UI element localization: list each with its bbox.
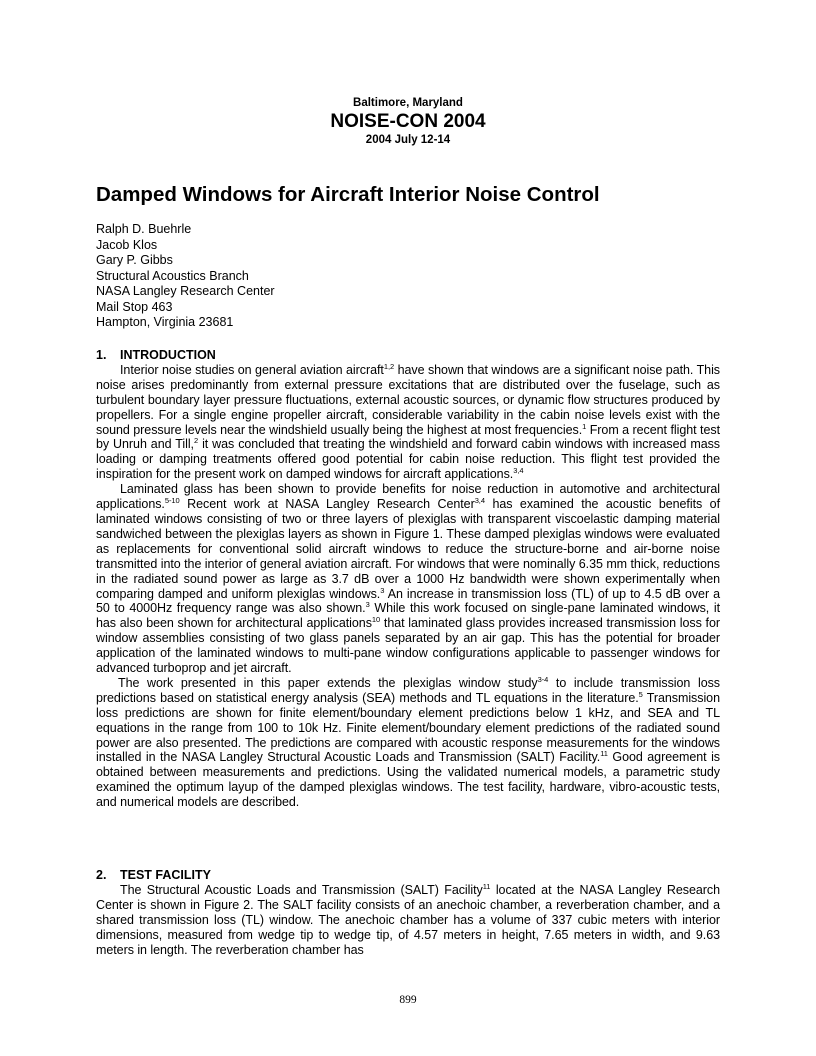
- paragraph-text: it was concluded that treating the windshield and forward cabin windows with increased mass loading or damping treatments offered good potential for cabin noise reduction. This flight test provided the inspiration for the present work on damped windows for aircraft applications.: [96, 437, 720, 482]
- paragraph-text: From a recent flight test by Unruh and Till,: [96, 422, 720, 452]
- paragraph-text: Good agreement is obtained between measurements and predictions. Using the validated numerical models, a parametric study examined the optimum layup of the damped plexiglas windows. The test facility, hardware, vibro-acoustic tests, and numerical models are described.: [96, 750, 720, 810]
- paragraph-text: Laminated glass has been shown to provide benefits for noise reduction in automotive and architectural applications.: [96, 482, 720, 512]
- paper-page: [96, 0, 720, 1056]
- conference-date: 2004 July 12-14: [365, 134, 451, 146]
- conference-location: Baltimore, Maryland: [353, 97, 463, 109]
- paragraph: [96, 883, 720, 958]
- paper-title: Damped Windows for Aircraft Interior Noise Control: [96, 183, 600, 206]
- page-number: 899: [399, 994, 417, 1006]
- section-number: 2.: [96, 868, 107, 882]
- section-heading: [96, 348, 720, 363]
- citation-superscript: 3: [380, 585, 385, 595]
- citation-superscript: 1: [582, 421, 587, 431]
- paragraph: [96, 482, 720, 676]
- section-title: TEST FACILITY: [120, 868, 211, 882]
- paragraph-text: The Structural Acoustic Loads and Transmission (SALT) Facility: [120, 882, 483, 897]
- paragraph-text: Interior noise studies on general aviation aircraft: [120, 362, 384, 377]
- affiliation-line: NASA Langley Research Center: [96, 284, 275, 298]
- section-heading: [96, 868, 720, 883]
- paragraph-text: to include transmission loss predictions based on statistical energy analysis (SEA) methods and TL equations in the literature.: [96, 675, 720, 705]
- citation-superscript: 10: [371, 615, 381, 625]
- paragraph-text: has examined the acoustic benefits of laminated windows consisting of two or three layers of plexiglas with transparent viscoelastic damping material sandwiched between the plexiglas layers as shown in Figure 1. These damped plexiglas windows were evaluated as replacements for conventional solid aircraft windows to reduce the structure-borne and air-borne noise transmitted into the interior of general aviation aircraft. For windows that were nominally 6.35 mm thick, reductions in the radiated sound power as large as 3.7 dB over a 1000 Hz bandwidth were shown experimentally when comparing damped and uniform plexiglas windows.: [96, 497, 720, 601]
- author-line: Gary P. Gibbs: [96, 253, 173, 267]
- paragraph-text: The work presented in this paper extends the plexiglas window study: [118, 675, 538, 690]
- author-line: Jacob Klos: [96, 237, 158, 252]
- paragraph: [96, 676, 720, 810]
- paragraph: [96, 363, 720, 482]
- paragraph-text: An increase in transmission loss (TL) of up to 4.5 dB over a 50 to 4000Hz frequency range was also shown.: [96, 586, 720, 616]
- author-line: Ralph D. Buehrle: [96, 222, 192, 236]
- citation-superscript: 5-10: [164, 496, 180, 506]
- paragraph-text: located at the NASA Langley Research Center is shown in Figure 2. The SALT facility consists of an anechoic chamber, a reverberation chamber, and a shared transmission loss (TL) window. The anechoic chamber has a volume of 337 cubic meters with interior dimensions, measured from wedge tip to wedge tip, of 4.57 meters in height, 7.65 meters in width, and 9.63 meters in length. The reverberation chamber has: [96, 882, 721, 957]
- paragraph-text: Recent work at NASA Langley Research Center: [179, 497, 475, 512]
- section-title: INTRODUCTION: [120, 348, 216, 362]
- citation-superscript: 5: [638, 689, 643, 699]
- citation-superscript: 3: [365, 600, 370, 610]
- section-number: 1.: [96, 348, 107, 362]
- section-test-facility: [96, 868, 720, 957]
- citation-superscript: 11: [600, 749, 608, 759]
- address-line: Mail Stop 463: [96, 299, 173, 314]
- citation-superscript: 3,4: [474, 496, 485, 506]
- section-introduction: [96, 348, 720, 810]
- paragraph-text: Transmission loss predictions are shown for finite element/boundary element predictions below 1 kHz, and SEA and TL equations in the range from 100 to 10k Hz. Finite element/boundary element predictions of the radiated sound power are also presented. The predictions are compared with acoustic response measurements for the windows installed in the NASA Langley Structural Acoustic Loads and Transmission (SALT) Facility.: [96, 690, 720, 765]
- citation-superscript: 3-4: [537, 674, 549, 684]
- affiliation-line: Structural Acoustics Branch: [96, 268, 249, 283]
- address-line: Hampton, Virginia 23681: [96, 315, 234, 329]
- conference-header: [96, 96, 720, 147]
- citation-superscript: 3,4: [513, 466, 524, 476]
- author-block: [96, 222, 275, 331]
- paragraph-text: that laminated glass provides increased transmission loss for window assemblies consisting of two glass panels separated by an air gap. This has the potential for broader application of the laminated windows to multi-pane window configurations applicable to passenger windows for advanced turboprop and jet aircraft.: [96, 616, 720, 676]
- citation-superscript: 2: [193, 436, 199, 446]
- citation-superscript: 11: [482, 881, 491, 891]
- citation-superscript: 1,2: [383, 361, 395, 371]
- paragraph-text: have shown that windows are a significant noise path. This noise arises predominantly from external pressure excitations that are distributed over the fuselage, such as turbulent boundary layer pressure fluctuations, external acoustic sources, or dynamic flow structures produced by propellers. For a single engine propeller aircraft, considerable variability in the cabin noise levels exist with the sound pressure levels near the windshield usually being the highest at most frequencies.: [96, 362, 721, 437]
- paragraph-text: While this work focused on single-pane laminated windows, it has also been shown for architectural applications: [96, 601, 721, 631]
- conference-name: NOISE-CON 2004: [330, 111, 486, 132]
